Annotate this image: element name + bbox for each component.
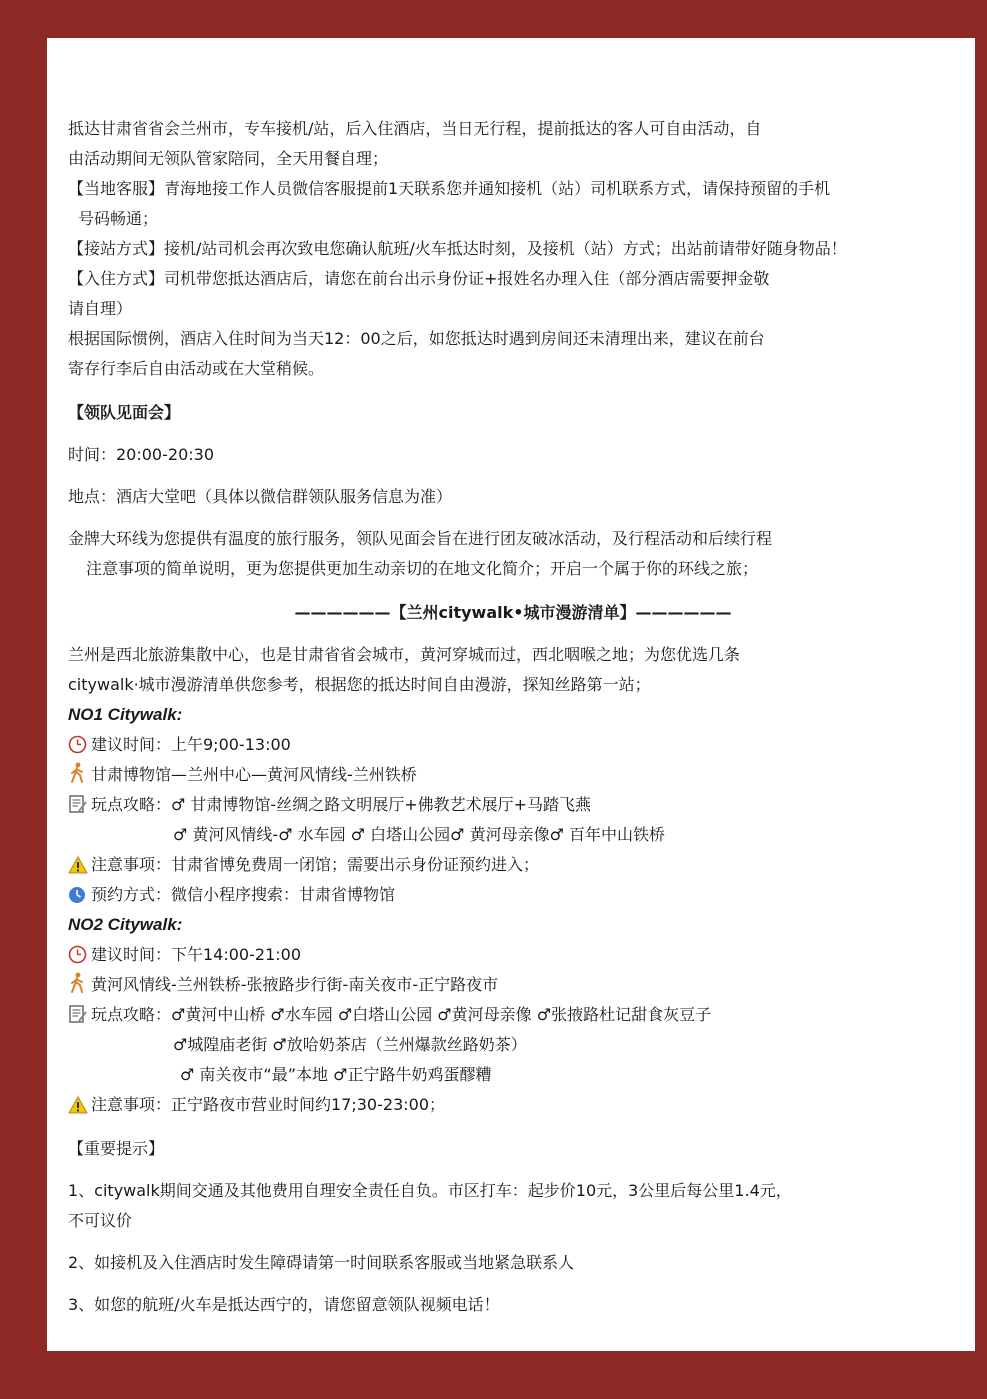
route2-path: 黄河风情线-兰州铁桥-张掖路步行街-南关夜市-正宁路夜市 bbox=[91, 975, 499, 994]
document-content bbox=[68, 114, 958, 1320]
meeting-place: 地点：酒店大堂吧（具体以微信群领队服务信息为准） bbox=[68, 487, 453, 506]
route2-tips-3: ♂ 南关夜市“最”本地 ♂正宁路牛奶鸡蛋醪糟 bbox=[180, 1065, 492, 1084]
route1-tips-2: ♂ 黄河风情线-♂ 水车园 ♂ 白塔山公园♂ 黄河母亲像♂ 百年中山铁桥 bbox=[173, 825, 666, 844]
intro-line-1: 抵达甘肃省省会兰州市，专车接机/站，后入住酒店，当日无行程，提前抵达的客人可自由活动，自 bbox=[68, 119, 762, 138]
route1-tips-row bbox=[68, 790, 958, 820]
intro-line-9: 寄存行李后自由活动或在大堂稍候。 bbox=[68, 359, 325, 378]
warning-icon bbox=[68, 1096, 89, 1114]
meeting-title: 【领队见面会】 bbox=[68, 403, 181, 422]
route1-booking: 预约方式：微信小程序搜索：甘肃省博物馆 bbox=[91, 885, 396, 904]
document-page bbox=[47, 38, 975, 1351]
meeting-time: 时间：20:00-20:30 bbox=[68, 445, 214, 464]
route1-path-row bbox=[68, 760, 958, 790]
route2-time: 建议时间：下午14:00-21:00 bbox=[91, 945, 301, 964]
meeting-desc-2: 注意事项的简单说明，更为您提供更加生动亲切的在地文化简介；开启一个属于你的环线之旅； bbox=[86, 559, 759, 578]
route1-notice-row bbox=[68, 850, 958, 880]
route2-tips-1: 玩点攻略：♂黄河中山桥 ♂水车园 ♂白塔山公园 ♂黄河母亲像 ♂张掖路杜记甜食灰豆子 bbox=[91, 1005, 712, 1024]
route2-notice-row bbox=[68, 1090, 958, 1120]
route1-time-row bbox=[68, 730, 958, 760]
route1-time: 建议时间：上午9;00-13:00 bbox=[91, 735, 291, 754]
route1-tips-1: 玩点攻略：♂ 甘肃博物馆-丝绸之路文明展厅+佛教艺术展厅+马踏飞燕 bbox=[91, 795, 592, 814]
route2-tips-2: ♂城隍庙老街 ♂放哈奶茶店（兰州爆款丝路奶茶） bbox=[173, 1035, 527, 1054]
important-item-1a: 1、citywalk期间交通及其他费用自理安全责任自负。市区打车：起步价10元，3公里后每公里1.4元， bbox=[68, 1181, 792, 1200]
clock-icon bbox=[68, 945, 89, 964]
intro-line-4: 号码畅通； bbox=[78, 209, 159, 228]
citywalk-intro-1: 兰州是西北旅游集散中心，也是甘肃省省会城市，黄河穿城而过，西北咽喉之地；为您优选几条 bbox=[68, 645, 741, 664]
meeting-desc-1: 金牌大环线为您提供有温度的旅行服务，领队见面会旨在进行团友破冰活动，及行程活动和后续行程 bbox=[68, 529, 773, 548]
intro-line-6: 【入住方式】司机带您抵达酒店后，请您在前台出示身份证+报姓名办理入住（部分酒店需要押金敬 bbox=[68, 269, 770, 288]
important-item-2: 2、如接机及入住酒店时发生障碍请第一时间联系客服或当地紧急联系人 bbox=[68, 1253, 575, 1272]
intro-line-7: 请自理） bbox=[68, 299, 133, 318]
intro-line-2: 由活动期间无领队管家陪同，全天用餐自理； bbox=[68, 149, 389, 168]
intro-line-8: 根据国际惯例，酒店入住时间为当天12：00之后，如您抵达时遇到房间还未清理出来，建议在前台 bbox=[68, 329, 765, 348]
route1-notice: 注意事项：甘肃省博免费周一闭馆；需要出示身份证预约进入； bbox=[91, 855, 540, 874]
important-title: 【重要提示】 bbox=[68, 1139, 165, 1158]
route2-path-row bbox=[68, 970, 958, 1000]
intro-line-5: 【接站方式】接机/站司机会再次致电您确认航班/火车抵达时刻，及接机（站）方式；出站前请带好随身物品！ bbox=[68, 239, 847, 258]
route2-title: NO2 Citywalk: bbox=[68, 915, 183, 934]
route2-tips-row bbox=[68, 1000, 958, 1030]
important-item-3: 3、如您的航班/火车是抵达西宁的，请您留意领队视频电话！ bbox=[68, 1295, 500, 1314]
route1-title: NO1 Citywalk: bbox=[68, 705, 183, 724]
route1-path: 甘肃博物馆—兰州中心—黄河风情线-兰州铁桥 bbox=[91, 765, 417, 784]
intro-line-3: 【当地客服】青海地接工作人员微信客服提前1天联系您并通知接机（站）司机联系方式，请保持预留的手机 bbox=[68, 179, 831, 198]
citywalk-intro-2: citywalk·城市漫游清单供您参考，根据您的抵达时间自由漫游，探知丝路第一站； bbox=[68, 675, 651, 694]
notepad-icon bbox=[68, 794, 89, 814]
clock-icon bbox=[68, 735, 89, 754]
booking-clock-icon bbox=[68, 886, 89, 904]
citywalk-heading: ——————【兰州citywalk•城市漫游清单】—————— bbox=[294, 603, 732, 622]
route1-booking-row bbox=[68, 880, 958, 910]
notepad-icon bbox=[68, 1004, 89, 1024]
important-item-1b: 不可议价 bbox=[68, 1211, 133, 1230]
walker-icon bbox=[68, 972, 89, 994]
route2-notice: 注意事项：正宁路夜市营业时间约17;30-23:00； bbox=[91, 1095, 445, 1114]
walker-icon bbox=[68, 762, 89, 784]
warning-icon bbox=[68, 856, 89, 874]
route2-time-row bbox=[68, 940, 958, 970]
